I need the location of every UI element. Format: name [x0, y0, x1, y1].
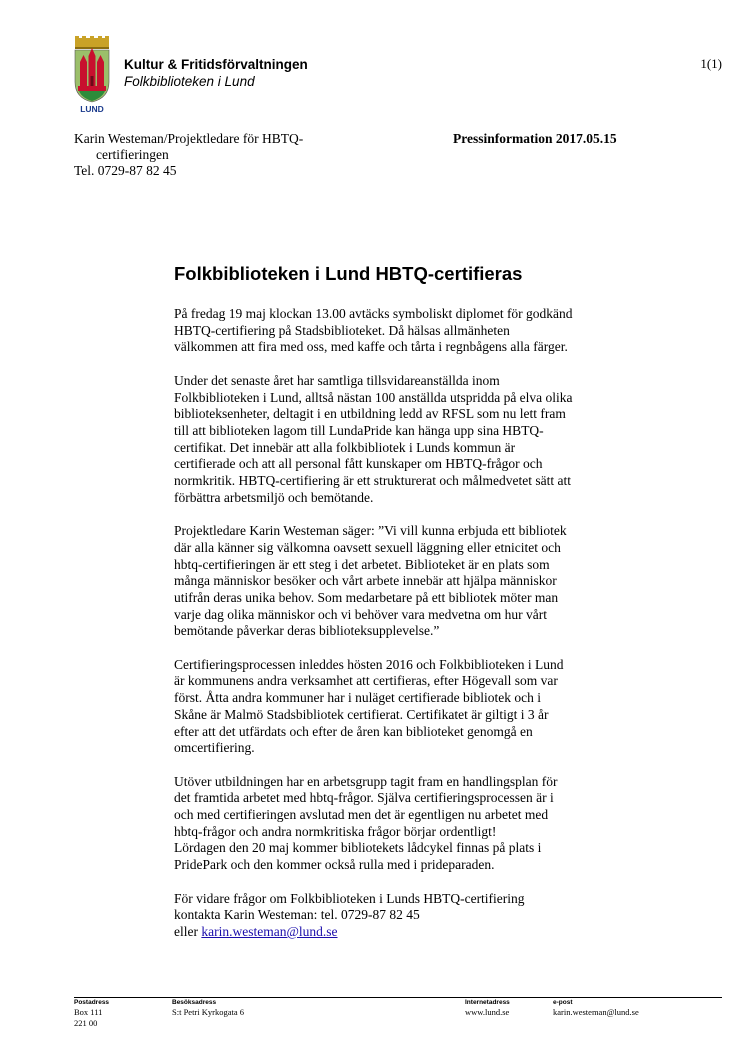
text-line — [174, 924, 644, 941]
organization-name: Kultur & Fritidsförvaltningen — [124, 57, 308, 72]
footer-value: karin.westeman@lund.se — [553, 1007, 639, 1017]
contact-phone: Tel. 0729-87 82 45 — [74, 163, 177, 178]
contact-line-1: Karin Westeman/Projektledare för HBTQ- — [74, 131, 304, 146]
text-line: och med certifieringen avslutad men det är egentligen nu arbetet med — [174, 807, 549, 823]
text-line: Folkbiblioteken i Lund, alltså nästan 100 anställda utspridda på elva olika — [174, 389, 573, 405]
page-number: 1(1) — [700, 56, 722, 71]
lund-coat-of-arms-logo — [72, 36, 112, 114]
text-line: bemötande påverkar deras biblioteksupplevelse.” — [174, 623, 440, 639]
footer-postal-address — [74, 999, 109, 1029]
document-body — [174, 306, 644, 957]
footer-value: www.lund.se — [465, 1007, 510, 1017]
coat-of-arms-icon — [72, 36, 112, 114]
text-line: Projektledare Karin Westeman säger: ”Vi vill kunna erbjuda ett bibliotek — [174, 523, 567, 539]
paragraph-5 — [174, 774, 644, 874]
text-line: är kommunens andra verksamhet att certifieras, efter Högevall som var — [174, 673, 558, 689]
text-line: efter att det utfärdats och efter de åren kan biblioteket genomgå en — [174, 723, 533, 739]
text-line: hbtq-frågor och andra normkritiska frågor börjar ordentligt! — [174, 823, 497, 839]
text-line: För vidare frågor om Folkbiblioteken i Lunds HBTQ-certifiering — [174, 890, 525, 906]
text-line: hbtq-certifieringen är ett steg i det arbetet. Biblioteket är en plats som — [174, 556, 550, 572]
text-line: certifierade och att all personal fått kunskaper om HBTQ-frågor och — [174, 456, 543, 472]
footer-divider — [74, 997, 722, 998]
contact-line-2: certifieringen — [96, 147, 169, 162]
paragraph-3 — [174, 523, 644, 640]
footer-label: Postadress — [74, 999, 110, 1006]
paragraph-4 — [174, 657, 644, 757]
email-prefix: eller — [174, 923, 202, 939]
paragraph-2 — [174, 373, 644, 507]
footer-label: Besöksadress — [172, 999, 217, 1006]
closing-paragraph — [174, 891, 644, 941]
text-line: utifrån deras unika behov. Som medarbetare på ett bibliotek möter man — [174, 589, 559, 605]
text-line: Skåne är Malmö Stadsbibliotek certifierat. Certifikatet är giltigt i 3 år — [174, 706, 549, 722]
text-line: det framtida arbetet med hbtq-frågor. Själva certifieringsprocessen är i — [174, 790, 554, 806]
text-line: Lördagen den 20 maj kommer bibliotekets lådcykel finnas på plats i — [174, 840, 542, 856]
footer-value: S:t Petri Kyrkogata 6 — [172, 1007, 245, 1017]
document-title: Folkbiblioteken i Lund HBTQ-certifieras — [174, 263, 523, 284]
footer-internet-address — [465, 999, 510, 1018]
footer-email — [553, 999, 639, 1018]
text-line: där alla känner sig välkomna oavsett sexuell läggning eller etnicitet och — [174, 539, 561, 555]
text-line: Under det senaste året har samtliga tillsvidareanställda inom — [174, 372, 500, 388]
footer-value: Box 111 — [74, 1007, 103, 1017]
text-line: varje dag olika människor och vi behöver vara medvetna om hur vårt — [174, 606, 547, 622]
organization-header — [124, 56, 308, 90]
footer-label: Internetadress — [465, 999, 510, 1006]
press-info-date: Pressinformation 2017.05.15 — [453, 131, 617, 146]
footer-value: 221 00 — [74, 1018, 98, 1028]
text-line: Certifieringsprocessen inleddes hösten 2016 och Folkbiblioteken i Lund — [174, 656, 564, 672]
text-line: certifikat. Det innebär att alla folkbibliotek i Lunds kommun är — [174, 439, 516, 455]
text-line: många människor besöker och vårt arbete innebär att hjälpa människor — [174, 573, 557, 589]
text-line: till att biblioteken lagom till LundaPride kan hänga upp sina HBTQ- — [174, 422, 544, 438]
contact-block — [74, 131, 303, 179]
logo-wordmark: LUND — [80, 104, 104, 114]
text-line: PridePark och den kommer också rulla med i prideparaden. — [174, 857, 495, 873]
organization-subtitle: Folkbiblioteken i Lund — [124, 74, 255, 89]
text-line: först. Åtta andra kommuner har i nuläget certifierade bibliotek och i — [174, 690, 541, 706]
text-line: välkommen att fira med oss, med kaffe och tårta i regnbågens alla färger. — [174, 339, 568, 355]
email-link[interactable]: karin.westeman@lund.se — [201, 923, 338, 939]
text-line: På fredag 19 maj klockan 13.00 avtäcks symboliskt diplomet för godkänd — [174, 306, 573, 321]
footer-visiting-address — [172, 999, 244, 1018]
text-line: biblioteksenheter, deltagit i en utbildning ledd av RFSL som nu lett fram — [174, 406, 566, 422]
text-line: Utöver utbildningen har en arbetsgrupp tagit fram en handlingsplan för — [174, 773, 558, 789]
text-line: kontakta Karin Westeman: tel. 0729-87 82 45 — [174, 907, 420, 923]
text-line: förbättra arbetsmiljö och bemötande. — [174, 489, 374, 505]
paragraph-1 — [174, 306, 644, 356]
text-line: normkritik. HBTQ-certifiering är ett strukturerat och målmedvetet sätt att — [174, 473, 571, 489]
text-line: HBTQ-certifiering på Stadsbiblioteket. Då hälsas allmänheten — [174, 322, 510, 338]
footer-label: e-post — [553, 999, 573, 1006]
text-line: omcertifiering. — [174, 740, 255, 756]
